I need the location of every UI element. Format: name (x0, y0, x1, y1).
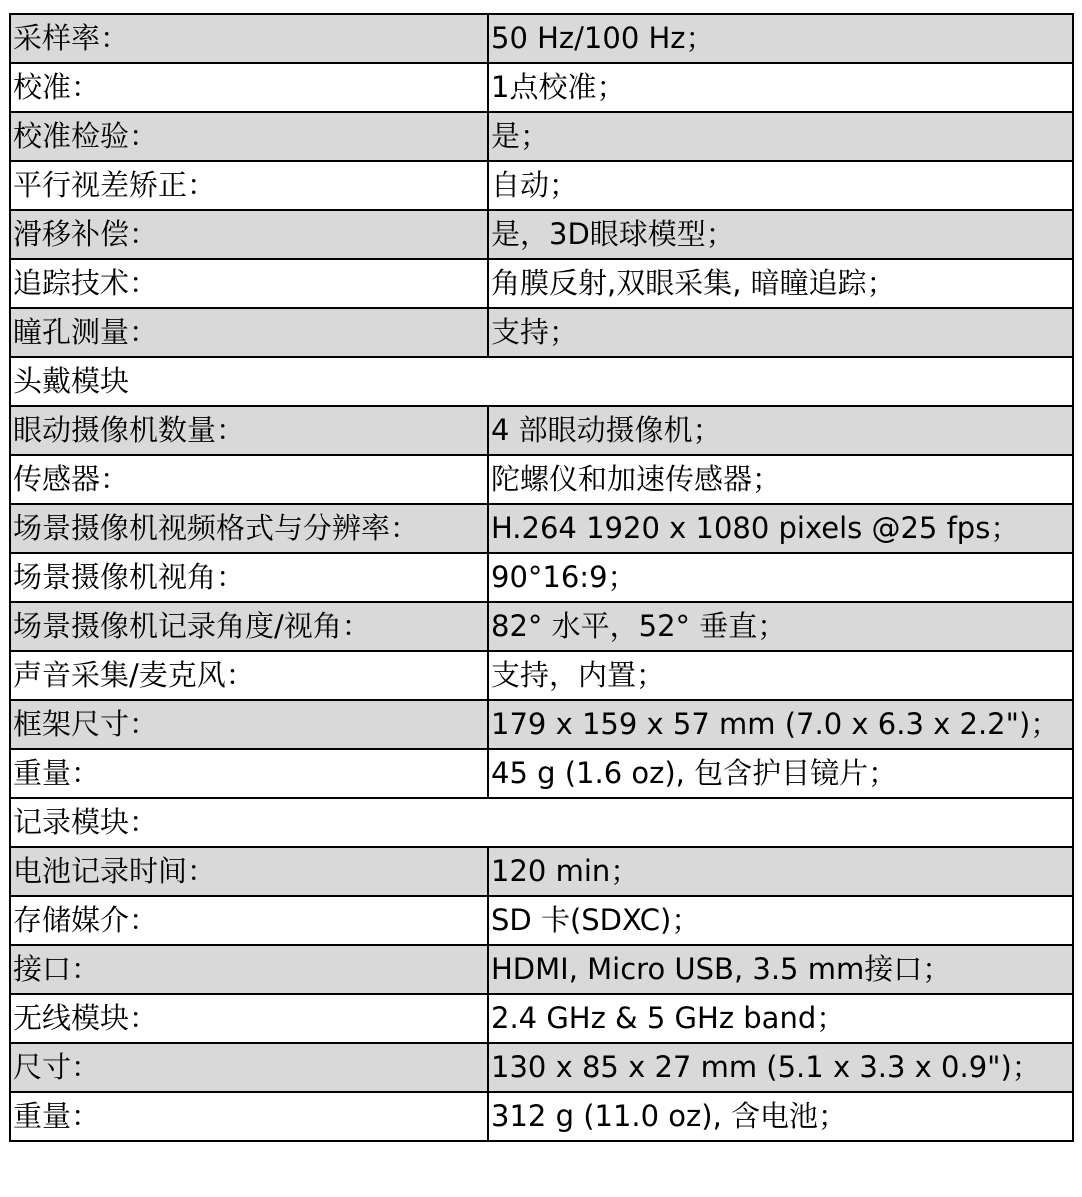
spec-label: 眼动摄像机数量： (10, 406, 488, 455)
spec-row (10, 1043, 1073, 1092)
spec-value: 是； (488, 112, 1073, 161)
spec-value: 2.4 GHz & 5 GHz band； (488, 994, 1073, 1043)
spec-label: 尺寸： (10, 1043, 488, 1092)
spec-value: 角膜反射,双眼采集, 暗瞳追踪； (488, 259, 1073, 308)
spec-value: 45 g (1.6 oz), 包含护目镜片； (488, 749, 1073, 798)
spec-row (10, 406, 1073, 455)
spec-row (10, 308, 1073, 357)
spec-label: 存储媒介： (10, 896, 488, 945)
spec-value: 90°16:9； (488, 553, 1073, 602)
spec-value: 82° 水平，52° 垂直； (488, 602, 1073, 651)
spec-row (10, 651, 1073, 700)
spec-row (10, 455, 1073, 504)
spec-value: 312 g (11.0 oz), 含电池； (488, 1092, 1073, 1141)
spec-value: 自动； (488, 161, 1073, 210)
spec-label: 场景摄像机记录角度/视角： (10, 602, 488, 651)
spec-value: 130 x 85 x 27 mm (5.1 x 3.3 x 0.9")； (488, 1043, 1073, 1092)
spec-value: 179 x 159 x 57 mm (7.0 x 6.3 x 2.2")； (488, 700, 1073, 749)
spec-row (10, 259, 1073, 308)
spec-value: 4 部眼动摄像机； (488, 406, 1073, 455)
spec-row (10, 14, 1073, 63)
section-header-row (10, 357, 1073, 406)
spec-table (9, 13, 1074, 1142)
spec-row (10, 896, 1073, 945)
spec-label: 接口： (10, 945, 488, 994)
spec-row (10, 504, 1073, 553)
section-title: 头戴模块 (10, 357, 1073, 406)
spec-row (10, 112, 1073, 161)
spec-row (10, 1092, 1073, 1141)
spec-value: H.264 1920 x 1080 pixels @25 fps； (488, 504, 1073, 553)
spec-label: 声音采集/麦克风： (10, 651, 488, 700)
spec-row (10, 161, 1073, 210)
spec-label: 采样率： (10, 14, 488, 63)
spec-label: 校准： (10, 63, 488, 112)
spec-value: 120 min； (488, 847, 1073, 896)
spec-row (10, 63, 1073, 112)
spec-value: HDMI, Micro USB, 3.5 mm接口； (488, 945, 1073, 994)
spec-row (10, 847, 1073, 896)
spec-label: 传感器： (10, 455, 488, 504)
spec-label: 无线模块： (10, 994, 488, 1043)
spec-row (10, 210, 1073, 259)
spec-value: SD 卡(SDXC)； (488, 896, 1073, 945)
spec-row (10, 945, 1073, 994)
spec-label: 场景摄像机视频格式与分辨率： (10, 504, 488, 553)
section-header-row (10, 798, 1073, 847)
spec-row (10, 749, 1073, 798)
spec-label: 重量： (10, 749, 488, 798)
spec-label: 平行视差矫正： (10, 161, 488, 210)
spec-label: 追踪技术： (10, 259, 488, 308)
spec-row (10, 602, 1073, 651)
spec-label: 重量： (10, 1092, 488, 1141)
section-title: 记录模块： (10, 798, 1073, 847)
spec-label: 电池记录时间： (10, 847, 488, 896)
spec-row (10, 994, 1073, 1043)
spec-value: 50 Hz/100 Hz； (488, 14, 1073, 63)
spec-value: 支持； (488, 308, 1073, 357)
spec-value: 支持，内置； (488, 651, 1073, 700)
spec-label: 滑移补偿： (10, 210, 488, 259)
spec-label: 框架尺寸： (10, 700, 488, 749)
spec-value: 1点校准； (488, 63, 1073, 112)
spec-label: 瞳孔测量： (10, 308, 488, 357)
spec-value: 陀螺仪和加速传感器； (488, 455, 1073, 504)
spec-row (10, 700, 1073, 749)
spec-row (10, 553, 1073, 602)
spec-table-body (10, 14, 1073, 1141)
spec-label: 场景摄像机视角： (10, 553, 488, 602)
spec-label: 校准检验： (10, 112, 488, 161)
spec-value: 是，3D眼球模型； (488, 210, 1073, 259)
